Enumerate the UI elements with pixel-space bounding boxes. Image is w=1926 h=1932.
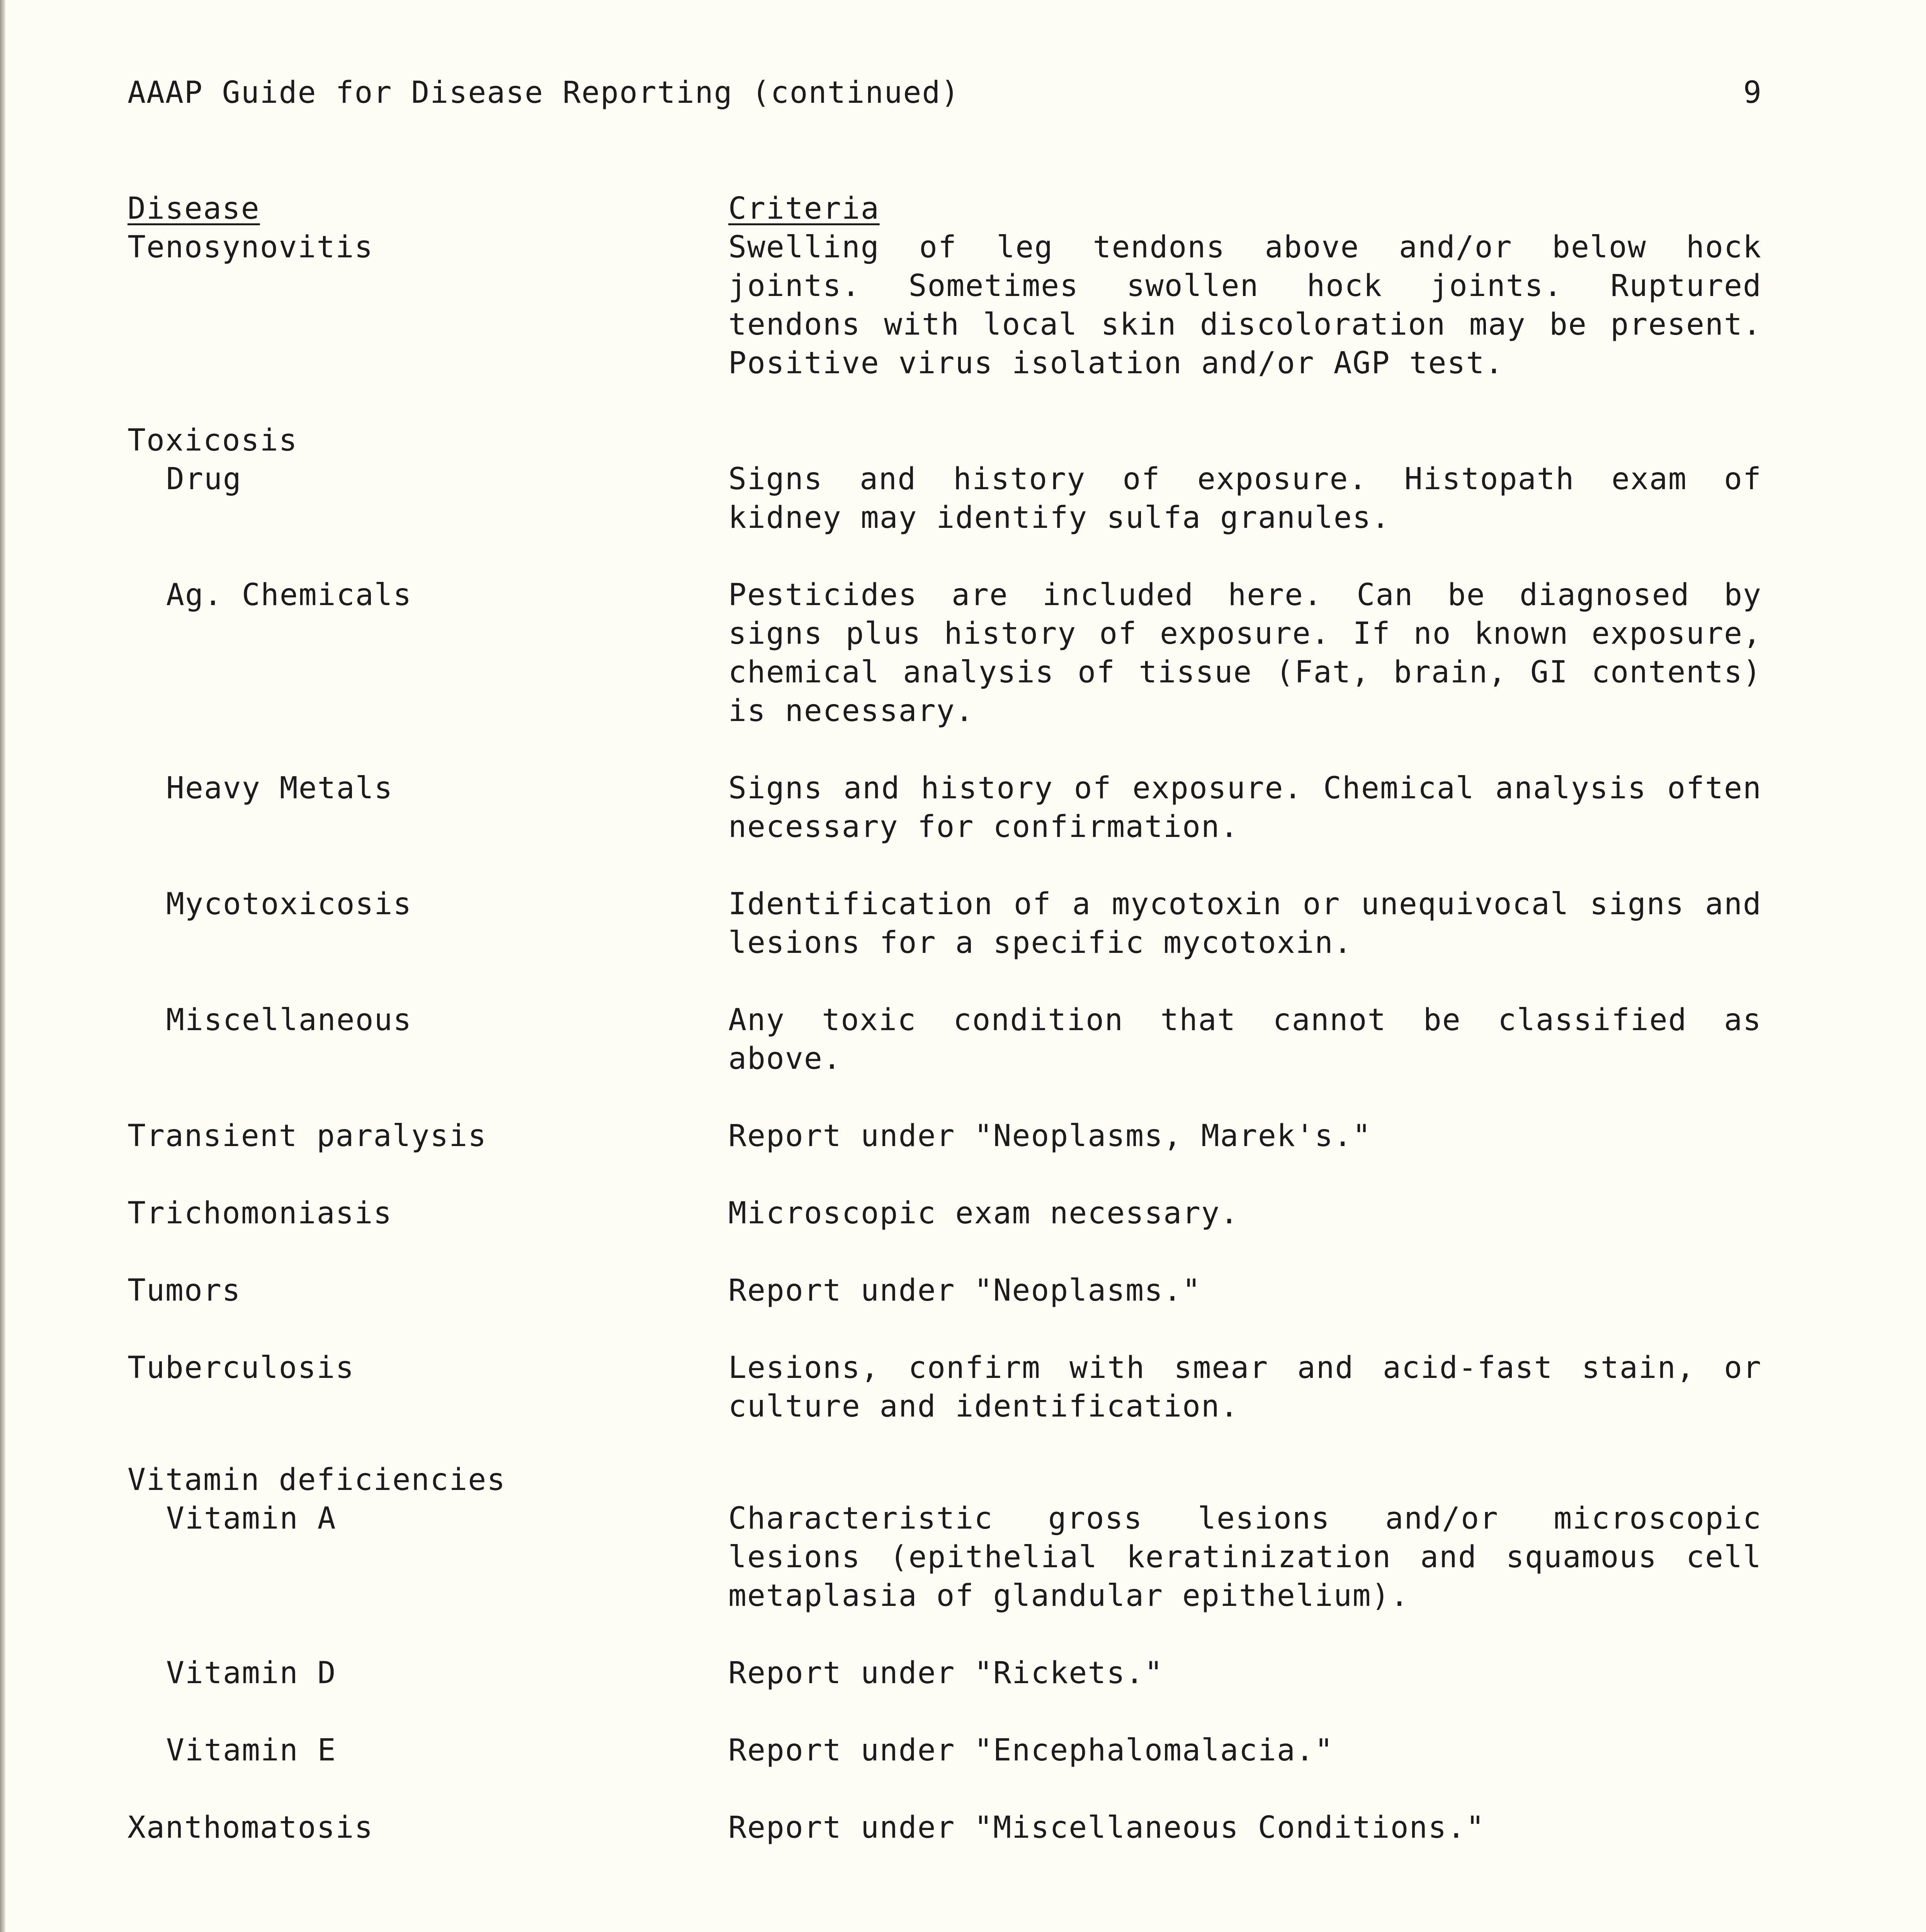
criteria-toxicosis-mycotoxicosis-text: Identification of a mycotoxin or unequivocal signs and lesions for a specific mycotoxin. [728,887,1762,960]
criteria-transient-paralysis-text: Report under "Neoplasms, Marek's." [728,1119,1372,1153]
criteria-vitamin-d [728,1654,1762,1692]
criteria-xanthomatosis [728,1808,1762,1847]
disease-transient-paralysis: Transient paralysis [127,1119,487,1153]
criteria-tuberculosis [728,1349,1762,1426]
criteria-toxicosis-ag-chemicals [728,576,1762,730]
disease-tuberculosis: Tuberculosis [127,1350,355,1385]
criteria-toxicosis-mycotoxicosis [728,885,1762,962]
disease-vitamin-d: Vitamin D [166,1656,337,1690]
criteria-toxicosis-heavy-metals [728,769,1762,846]
criteria-tenosynovitis-text: Swelling of leg tendons above and/or below hock joints. Sometimes swollen hock joints. Ruptured tendons with local skin discoloration may be present. Positive virus isolation and/or AGP test. [728,230,1762,381]
criteria-vitamin-a-text: Characteristic gross lesions and/or microscopic lesions (epithelial keratinization and squamous cell metaplasia of glandular epithelium). [728,1501,1762,1613]
criteria-xanthomatosis-text: Report under "Miscellaneous Conditions." [728,1810,1485,1845]
disease-toxicosis-miscellaneous: Miscellaneous [166,1003,412,1037]
criteria-vitamin-d-text: Report under "Rickets." [728,1656,1164,1690]
criteria-tuberculosis-text: Lesions, confirm with smear and acid-fast stain, or culture and identification. [728,1350,1762,1424]
criteria-toxicosis-drug [728,460,1762,537]
criteria-vitamin-a [728,1499,1762,1615]
criteria-toxicosis-ag-chemicals-text: Pesticides are included here. Can be diagnosed by signs plus history of exposure. If no known exposure, chemical analysis of tissue (Fat, brain, GI contents) is necessary. [728,578,1762,728]
criteria-trichomoniasis [728,1194,1762,1233]
criteria-vitamin-e [728,1731,1762,1770]
disease-tenosynovitis: Tenosynovitis [127,230,374,265]
criteria-tumors [728,1271,1762,1310]
criteria-toxicosis-heavy-metals-text: Signs and history of exposure. Chemical analysis often necessary for confirmation. [728,771,1762,844]
criteria-toxicosis-miscellaneous [728,1001,1762,1078]
criteria-trichomoniasis-text: Microscopic exam necessary. [728,1196,1239,1231]
criteria-toxicosis-miscellaneous-text: Any toxic condition that cannot be classified as above. [728,1003,1762,1076]
criteria-transient-paralysis [728,1117,1762,1155]
criteria-tenosynovitis [728,228,1762,383]
column-heading-criteria: Criteria [728,191,880,226]
disease-xanthomatosis: Xanthomatosis [127,1810,374,1845]
page-header-title: AAAP Guide for Disease Reporting (continued) [127,75,960,110]
disease-toxicosis-ag-chemicals: Ag. Chemicals [166,578,412,612]
disease-toxicosis-drug: Drug [166,462,242,497]
criteria-vitamin-e-text: Report under "Encephalomalacia." [728,1733,1334,1768]
disease-vitamin-e: Vitamin E [166,1733,337,1768]
criteria-toxicosis-drug-text: Signs and history of exposure. Histopath exam of kidney may identify sulfa granules. [728,462,1762,535]
disease-toxicosis-heavy-metals: Heavy Metals [166,771,393,806]
disease-tumors: Tumors [127,1273,241,1308]
page-edge-shadow [0,0,5,1932]
page-number: 9 [1743,75,1762,110]
disease-toxicosis-mycotoxicosis: Mycotoxicosis [166,887,412,922]
disease-vitamin-deficiencies: Vitamin deficiencies [127,1463,506,1497]
criteria-tumors-text: Report under "Neoplasms." [728,1273,1201,1308]
disease-toxicosis: Toxicosis [127,423,298,458]
column-heading-disease: Disease [127,191,260,226]
disease-vitamin-a: Vitamin A [166,1501,337,1536]
disease-trichomoniasis: Trichomoniasis [127,1196,393,1231]
